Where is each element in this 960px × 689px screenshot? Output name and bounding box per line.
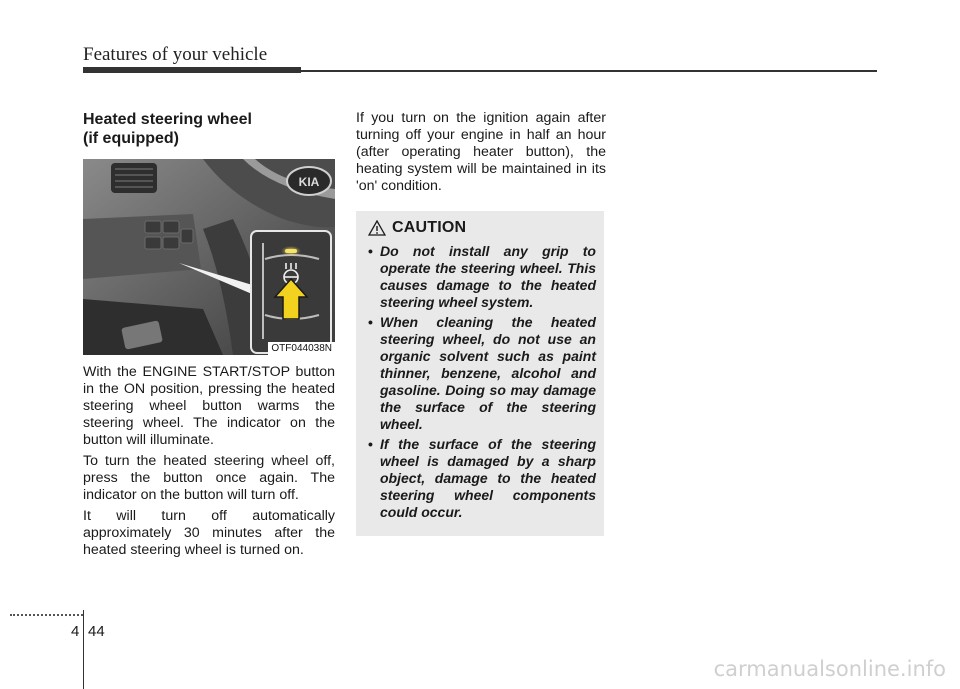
footer-vertical-rule — [83, 610, 84, 689]
section-title — [83, 110, 335, 148]
caution-box — [356, 211, 604, 536]
svg-text:KIA: KIA — [298, 175, 320, 189]
section-title-line2: (if equipped) — [83, 130, 179, 147]
header-rule-thick — [83, 67, 301, 73]
section-title-line1: Heated steering wheel — [83, 111, 252, 128]
paragraph-auto-off: It will turn off automatically approximately 30 minutes after the heated steering wheel is turned on. — [83, 508, 335, 558]
chapter-number: 4 — [71, 623, 80, 640]
paragraph-turn-off: To turn the heated steering wheel off, press the button once again. The indicator on the button will turn off. — [83, 453, 335, 503]
page-number: 44 — [88, 623, 105, 640]
watermark: carmanualsonline.info — [713, 657, 946, 681]
caution-item-grip: • Do not install any grip to operate the steering wheel. This causes damage to the heated steering wheel system. — [366, 243, 596, 311]
caution-list — [366, 243, 596, 521]
page-header-title: Features of your vehicle — [83, 44, 268, 65]
caution-header — [368, 219, 596, 237]
caution-item-cleaning: • When cleaning the heated steering wheel, do not use an organic solvent such as paint thinner, benzene, alcohol and gasoline. Doing so may damage the surface of the steering wheel. — [366, 314, 596, 433]
left-column — [83, 110, 335, 563]
kia-logo-icon — [287, 167, 331, 195]
right-column — [356, 110, 606, 536]
dashboard-photo — [83, 159, 335, 355]
paragraph-operation: With the ENGINE START/STOP button in the ON position, pressing the heated steering wheel button warms the steering wheel. The indicator on the button will illuminate. — [83, 364, 335, 448]
dashboard-illustration — [83, 159, 335, 355]
caution-item-damage: • If the surface of the steering wheel is damaged by a sharp object, damage to the heated steering wheel components could occur. — [366, 436, 596, 521]
paragraph-ignition: If you turn on the ignition again after turning off your engine in half an hour (after operating heater button), the heating system will be maintained in its 'on' condition. — [356, 110, 606, 194]
warning-triangle-icon — [368, 220, 386, 236]
header-rule-thin — [301, 70, 877, 72]
caution-title: CAUTION — [392, 219, 467, 236]
figure-code: OTF044038N — [268, 342, 335, 355]
footer-dotted-rule — [10, 614, 83, 616]
